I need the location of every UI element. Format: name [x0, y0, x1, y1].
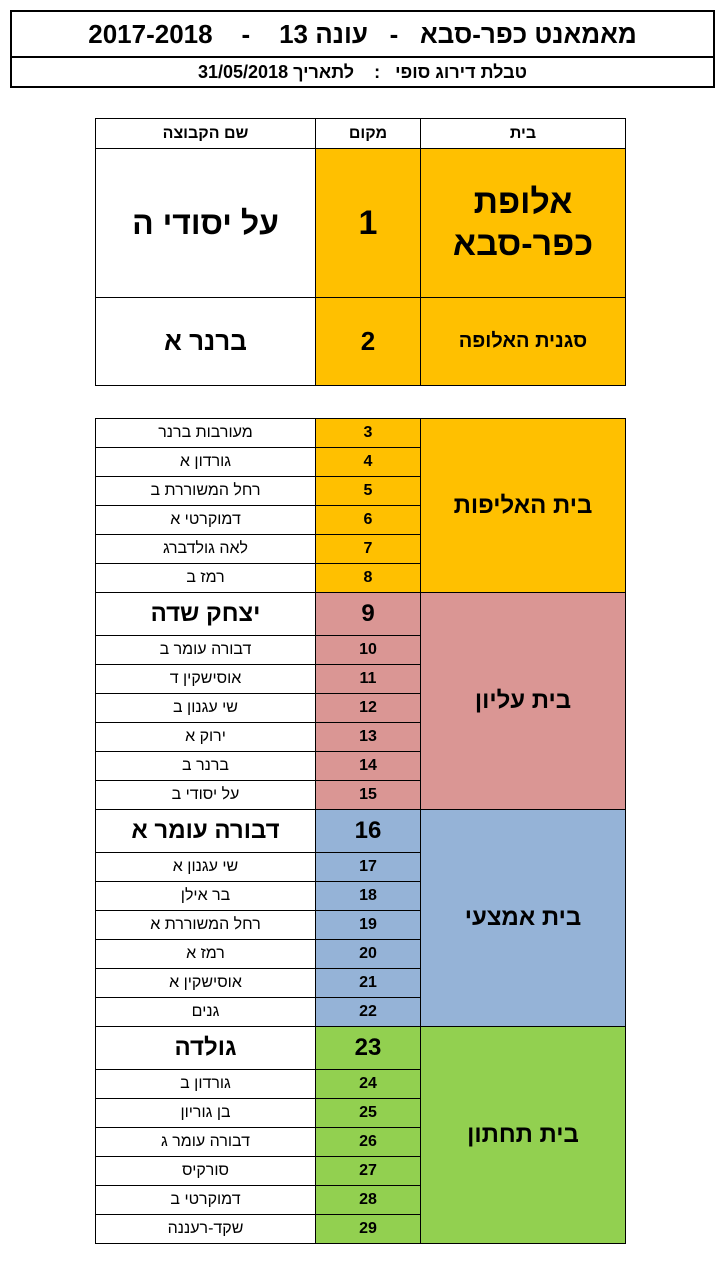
- place-number: 29: [316, 1215, 421, 1244]
- subtitle-colon: :: [374, 62, 381, 82]
- place-number: 21: [316, 969, 421, 998]
- team-name: רחל המשוררת א: [96, 911, 316, 940]
- team-name: גנים: [96, 998, 316, 1027]
- houses-standings-table: [95, 418, 626, 1244]
- team-name: ירוק א: [96, 723, 316, 752]
- team-name: דבורה עומר ב: [96, 636, 316, 665]
- place-number: 10: [316, 636, 421, 665]
- place-number: 27: [316, 1157, 421, 1186]
- team-name: שי עגנון א: [96, 853, 316, 882]
- runner-up-place: 2: [316, 298, 421, 386]
- runner-up-row: [96, 298, 626, 386]
- column-header-place: מקום: [316, 119, 421, 149]
- team-name: שי עגנון ב: [96, 694, 316, 723]
- team-name: אוסישקין ד: [96, 665, 316, 694]
- place-number: 8: [316, 564, 421, 593]
- house-name: בית תחתון: [421, 1027, 626, 1244]
- place-number: 9: [316, 593, 421, 636]
- team-name: סורקיס: [96, 1157, 316, 1186]
- page-subtitle: [10, 56, 715, 88]
- team-name: דמוקרטי א: [96, 506, 316, 535]
- champion-house-line2: כפר-סבא: [452, 225, 594, 263]
- place-number: 5: [316, 477, 421, 506]
- team-name: רמז ב: [96, 564, 316, 593]
- team-name: שקד-רעננה: [96, 1215, 316, 1244]
- title-separator: -: [389, 19, 399, 49]
- champion-team: על יסודי ה: [96, 149, 316, 298]
- table-row: [96, 1027, 626, 1070]
- team-name: גולדה: [96, 1027, 316, 1070]
- team-name: רחל המשוררת ב: [96, 477, 316, 506]
- team-name: אוסישקין א: [96, 969, 316, 998]
- place-number: 4: [316, 448, 421, 477]
- subtitle-date-label: לתאריך: [293, 62, 355, 82]
- house-name: בית אמצעי: [421, 810, 626, 1027]
- place-number: 14: [316, 752, 421, 781]
- place-number: 19: [316, 911, 421, 940]
- table-row: [96, 419, 626, 448]
- team-name: דבורה עומר א: [96, 810, 316, 853]
- place-number: 25: [316, 1099, 421, 1128]
- team-name: גורדון ב: [96, 1070, 316, 1099]
- subtitle-label: טבלת דירוג סופי: [395, 62, 527, 82]
- place-number: 18: [316, 882, 421, 911]
- champion-row: [96, 149, 626, 298]
- place-number: 16: [316, 810, 421, 853]
- team-name: מעורבות ברנר: [96, 419, 316, 448]
- column-header-row: [96, 119, 626, 149]
- table-row: [96, 593, 626, 636]
- team-name: על יסודי ב: [96, 781, 316, 810]
- place-number: 24: [316, 1070, 421, 1099]
- column-header-team: שם הקבוצה: [96, 119, 316, 149]
- team-name: דמוקרטי ב: [96, 1186, 316, 1215]
- team-name: לאה גולדברג: [96, 535, 316, 564]
- champion-place: 1: [316, 149, 421, 298]
- place-number: 7: [316, 535, 421, 564]
- place-number: 15: [316, 781, 421, 810]
- page-title: [10, 10, 715, 56]
- place-number: 23: [316, 1027, 421, 1070]
- place-number: 22: [316, 998, 421, 1027]
- column-header-house: בית: [421, 119, 626, 149]
- subtitle-date: 31/05/2018: [198, 62, 289, 82]
- place-number: 12: [316, 694, 421, 723]
- team-name: יצחק שדה: [96, 593, 316, 636]
- champion-house: [421, 149, 626, 298]
- place-number: 3: [316, 419, 421, 448]
- place-number: 17: [316, 853, 421, 882]
- place-number: 13: [316, 723, 421, 752]
- runner-up-team: ברנר א: [96, 298, 316, 386]
- team-name: בר אילן: [96, 882, 316, 911]
- title-separator-2: -: [241, 19, 251, 49]
- place-number: 11: [316, 665, 421, 694]
- place-number: 28: [316, 1186, 421, 1215]
- team-name: גורדון א: [96, 448, 316, 477]
- team-name: בן גוריון: [96, 1099, 316, 1128]
- place-number: 26: [316, 1128, 421, 1157]
- house-name: בית עליון: [421, 593, 626, 810]
- team-name: דבורה עומר ג: [96, 1128, 316, 1157]
- title-season: עונה 13: [279, 19, 368, 49]
- place-number: 6: [316, 506, 421, 535]
- runner-up-house: סגנית האלופה: [421, 298, 626, 386]
- champion-house-line1: אלופת: [473, 182, 573, 221]
- title-years: 2017-2018: [88, 19, 213, 49]
- team-name: ברנר ב: [96, 752, 316, 781]
- table-row: [96, 810, 626, 853]
- house-name: בית האליפות: [421, 419, 626, 593]
- place-number: 20: [316, 940, 421, 969]
- team-name: רמז א: [96, 940, 316, 969]
- top-standings-table: [95, 118, 626, 386]
- title-name: מאמאנט כפר-סבא: [419, 19, 637, 49]
